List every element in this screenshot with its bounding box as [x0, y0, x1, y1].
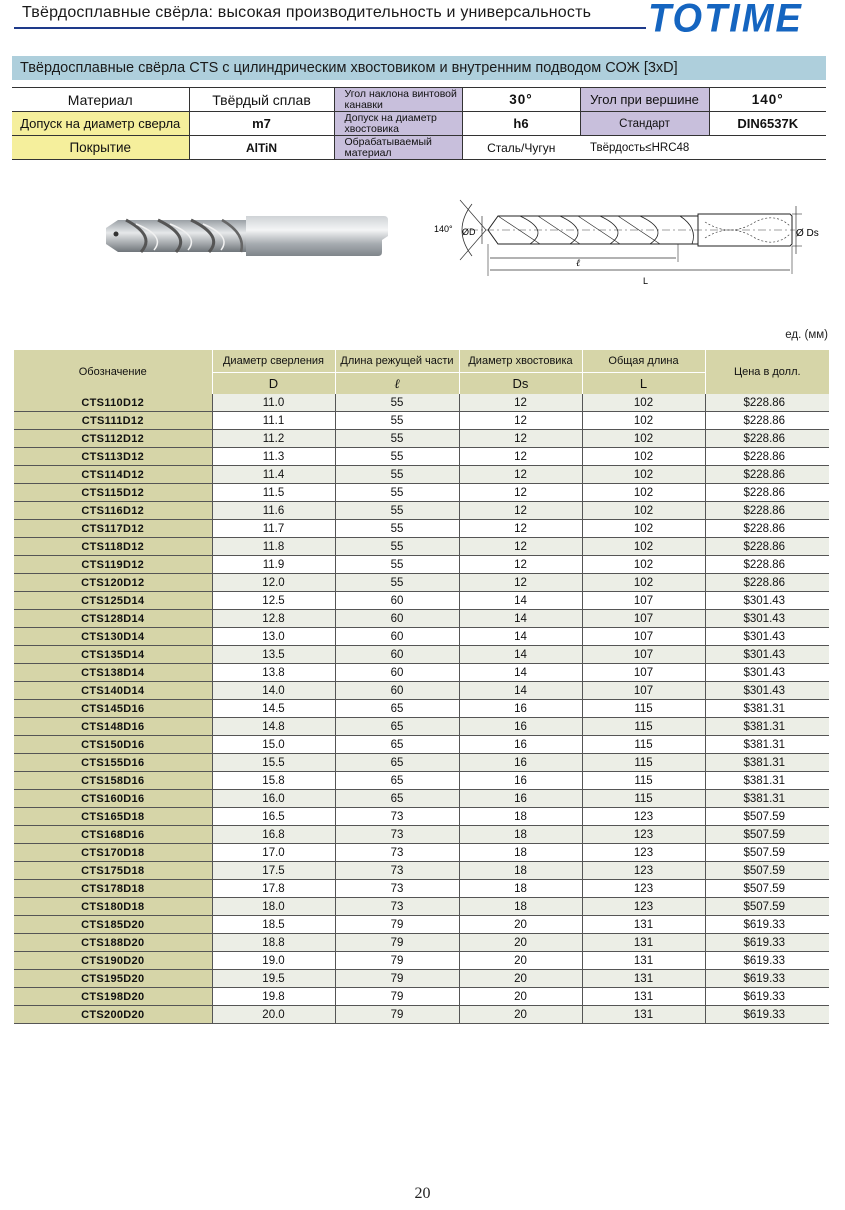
header-d-name: Диаметр сверления [212, 350, 335, 373]
drill-illustration [96, 206, 396, 266]
ds-label: Ø Ds [796, 228, 819, 239]
table-row [14, 754, 829, 772]
cell-price: $228.86 [705, 484, 829, 502]
table-row [14, 898, 829, 916]
cell-ds: 20 [459, 934, 582, 952]
cell-price: $228.86 [705, 502, 829, 520]
cell-l: 73 [335, 880, 459, 898]
cell-d: 16.8 [212, 826, 335, 844]
spec-workpiece-label: Обрабатываемый материал [334, 136, 462, 160]
cell-d: 13.5 [212, 646, 335, 664]
table-row [14, 700, 829, 718]
cell-d: 11.9 [212, 556, 335, 574]
table-row [14, 970, 829, 988]
header-ds-name: Диаметр хвостовика [459, 350, 582, 373]
cell-d: 17.8 [212, 880, 335, 898]
table-row [14, 826, 829, 844]
cell-d: 13.0 [212, 628, 335, 646]
cell-code: CTS178D18 [14, 880, 212, 898]
cell-l: 55 [335, 448, 459, 466]
cell-code: CTS111D12 [14, 412, 212, 430]
cell-L: 131 [582, 934, 705, 952]
cell-L: 123 [582, 880, 705, 898]
cell-ds: 12 [459, 538, 582, 556]
unit-note: ед. (мм) [785, 329, 828, 341]
cell-l: 55 [335, 484, 459, 502]
cell-code: CTS113D12 [14, 448, 212, 466]
table-row [14, 862, 829, 880]
cell-ds: 14 [459, 664, 582, 682]
cell-d: 18.0 [212, 898, 335, 916]
table-row [14, 1006, 829, 1024]
cell-code: CTS114D12 [14, 466, 212, 484]
table-row [14, 790, 829, 808]
cell-l: 60 [335, 664, 459, 682]
header-ds-sym: Ds [459, 373, 582, 395]
cell-price: $619.33 [705, 952, 829, 970]
cell-price: $301.43 [705, 610, 829, 628]
cell-l: 55 [335, 538, 459, 556]
cell-l: 73 [335, 826, 459, 844]
cell-code: CTS110D12 [14, 394, 212, 412]
drill-dimension-diagram [430, 186, 835, 296]
spec-material-value: Твёрдый сплав [189, 88, 334, 112]
cell-l: 60 [335, 646, 459, 664]
table-row [14, 412, 829, 430]
cell-code: CTS190D20 [14, 952, 212, 970]
cell-d: 11.8 [212, 538, 335, 556]
cell-code: CTS145D16 [14, 700, 212, 718]
cell-L: 107 [582, 646, 705, 664]
cell-d: 20.0 [212, 1006, 335, 1024]
cell-L: 102 [582, 502, 705, 520]
cell-code: CTS200D20 [14, 1006, 212, 1024]
spec-material-label: Материал [12, 88, 189, 112]
cell-L: 102 [582, 466, 705, 484]
cell-price: $507.59 [705, 844, 829, 862]
cell-l: 79 [335, 934, 459, 952]
d-label: ØD [462, 227, 476, 237]
table-row [14, 394, 829, 412]
cell-code: CTS140D14 [14, 682, 212, 700]
cell-L: 102 [582, 412, 705, 430]
cell-L: 115 [582, 700, 705, 718]
cell-code: CTS175D18 [14, 862, 212, 880]
header-code: Обозначение [14, 350, 212, 394]
cell-code: CTS135D14 [14, 646, 212, 664]
cell-l: 73 [335, 844, 459, 862]
table-row [14, 736, 829, 754]
cell-ds: 12 [459, 448, 582, 466]
header-L-name: Общая длина [582, 350, 705, 373]
table-row [14, 916, 829, 934]
cell-d: 12.5 [212, 592, 335, 610]
cell-d: 12.8 [212, 610, 335, 628]
spec-row-2 [12, 112, 826, 136]
cell-d: 18.8 [212, 934, 335, 952]
spec-hardness-value: Твёрдость≤HRC48 [580, 136, 826, 160]
cell-L: 123 [582, 862, 705, 880]
cell-l: 79 [335, 970, 459, 988]
table-row [14, 772, 829, 790]
cell-d: 18.5 [212, 916, 335, 934]
header-L-sym: L [582, 373, 705, 395]
cell-code: CTS160D16 [14, 790, 212, 808]
cell-ds: 12 [459, 556, 582, 574]
cell-ds: 18 [459, 844, 582, 862]
table-row [14, 430, 829, 448]
cell-code: CTS168D16 [14, 826, 212, 844]
cell-price: $381.31 [705, 790, 829, 808]
cell-ds: 18 [459, 826, 582, 844]
cell-code: CTS128D14 [14, 610, 212, 628]
table-row [14, 844, 829, 862]
cell-code: CTS112D12 [14, 430, 212, 448]
cell-d: 11.0 [212, 394, 335, 412]
cell-L: 102 [582, 448, 705, 466]
product-table [14, 350, 829, 1024]
cell-d: 15.8 [212, 772, 335, 790]
cell-ds: 16 [459, 772, 582, 790]
cell-l: 65 [335, 790, 459, 808]
cell-d: 17.0 [212, 844, 335, 862]
cell-d: 12.0 [212, 574, 335, 592]
spec-point-value: 140° [709, 88, 826, 112]
cell-code: CTS116D12 [14, 502, 212, 520]
cell-l: 60 [335, 628, 459, 646]
cell-d: 19.5 [212, 970, 335, 988]
header-d-sym: D [212, 373, 335, 395]
cell-d: 19.0 [212, 952, 335, 970]
cell-code: CTS138D14 [14, 664, 212, 682]
cell-l: 55 [335, 520, 459, 538]
cell-price: $301.43 [705, 664, 829, 682]
cell-l: 60 [335, 682, 459, 700]
cell-d: 11.2 [212, 430, 335, 448]
table-row [14, 718, 829, 736]
table-row [14, 682, 829, 700]
spec-dia-tol-label: Допуск на диаметр сверла [12, 112, 189, 136]
cell-price: $381.31 [705, 754, 829, 772]
cell-l: 73 [335, 898, 459, 916]
cell-l: 55 [335, 574, 459, 592]
table-row [14, 574, 829, 592]
cell-ds: 20 [459, 916, 582, 934]
cell-l: 79 [335, 916, 459, 934]
cell-L: 131 [582, 916, 705, 934]
cell-d: 17.5 [212, 862, 335, 880]
cell-L: 107 [582, 628, 705, 646]
header-underline [14, 27, 646, 29]
cell-ds: 12 [459, 394, 582, 412]
angle-label: 140° [434, 224, 453, 234]
cell-L: 115 [582, 754, 705, 772]
cell-code: CTS185D20 [14, 916, 212, 934]
cell-code: CTS165D18 [14, 808, 212, 826]
cell-L: 102 [582, 556, 705, 574]
spec-standard-label: Стандарт [580, 112, 709, 136]
cell-d: 14.0 [212, 682, 335, 700]
table-row [14, 808, 829, 826]
cell-d: 14.8 [212, 718, 335, 736]
table-row [14, 880, 829, 898]
cell-price: $619.33 [705, 970, 829, 988]
cell-code: CTS198D20 [14, 988, 212, 1006]
cell-l: 73 [335, 862, 459, 880]
spec-row-1 [12, 88, 826, 112]
cell-ds: 16 [459, 754, 582, 772]
cell-l: 55 [335, 394, 459, 412]
spec-standard-value: DIN6537K [709, 112, 826, 136]
spec-workpiece-value: Сталь/Чугун [462, 136, 580, 160]
cell-l: 65 [335, 718, 459, 736]
table-row [14, 538, 829, 556]
cell-ds: 16 [459, 718, 582, 736]
cell-price: $301.43 [705, 646, 829, 664]
cell-l: 55 [335, 412, 459, 430]
cell-code: CTS125D14 [14, 592, 212, 610]
cell-d: 11.4 [212, 466, 335, 484]
table-row [14, 646, 829, 664]
header-l-sym: ℓ [335, 373, 459, 395]
cell-ds: 12 [459, 412, 582, 430]
cell-code: CTS115D12 [14, 484, 212, 502]
cell-L: 102 [582, 430, 705, 448]
cell-code: CTS119D12 [14, 556, 212, 574]
table-row [14, 502, 829, 520]
cell-L: 115 [582, 772, 705, 790]
cell-d: 11.5 [212, 484, 335, 502]
cell-L: 115 [582, 718, 705, 736]
cell-code: CTS155D16 [14, 754, 212, 772]
section-subtitle: Твёрдосплавные свёрла CTS с цилиндрическим хвостовиком и внутренним подводом СОЖ [3xD] [12, 56, 826, 80]
cell-l: 79 [335, 952, 459, 970]
cell-price: $381.31 [705, 772, 829, 790]
cell-l: 55 [335, 466, 459, 484]
cell-price: $507.59 [705, 808, 829, 826]
cell-L: 131 [582, 970, 705, 988]
cell-ds: 12 [459, 502, 582, 520]
cell-L: 123 [582, 826, 705, 844]
cell-price: $228.86 [705, 538, 829, 556]
cell-l: 65 [335, 700, 459, 718]
spec-table [12, 87, 826, 160]
cell-ds: 14 [459, 628, 582, 646]
cell-l: 55 [335, 556, 459, 574]
cell-ds: 20 [459, 988, 582, 1006]
spec-helix-label: Угол наклона винтовой канавки [334, 88, 462, 112]
cell-price: $301.43 [705, 592, 829, 610]
cell-price: $228.86 [705, 466, 829, 484]
cell-price: $301.43 [705, 628, 829, 646]
table-row [14, 556, 829, 574]
cell-code: CTS188D20 [14, 934, 212, 952]
cell-d: 14.5 [212, 700, 335, 718]
cell-l: 60 [335, 592, 459, 610]
cell-l: 60 [335, 610, 459, 628]
cell-code: CTS170D18 [14, 844, 212, 862]
cell-d: 15.0 [212, 736, 335, 754]
cell-ds: 18 [459, 898, 582, 916]
cell-ds: 18 [459, 808, 582, 826]
cell-L: 107 [582, 610, 705, 628]
cell-price: $507.59 [705, 898, 829, 916]
header-price: Цена в долл. [705, 350, 829, 394]
cell-code: CTS117D12 [14, 520, 212, 538]
cell-l: 55 [335, 430, 459, 448]
cell-L: 107 [582, 592, 705, 610]
cell-ds: 12 [459, 466, 582, 484]
cell-ds: 16 [459, 736, 582, 754]
cell-d: 11.7 [212, 520, 335, 538]
brand-logo: TOTIME [648, 0, 803, 42]
cell-l: 55 [335, 502, 459, 520]
cell-L: 131 [582, 952, 705, 970]
cell-l: 73 [335, 808, 459, 826]
cell-d: 11.3 [212, 448, 335, 466]
cell-L: 102 [582, 520, 705, 538]
cell-code: CTS118D12 [14, 538, 212, 556]
cell-L: 115 [582, 736, 705, 754]
spec-row-3 [12, 136, 826, 160]
table-row [14, 448, 829, 466]
cell-price: $228.86 [705, 448, 829, 466]
table-row [14, 610, 829, 628]
cell-ds: 14 [459, 646, 582, 664]
cell-ds: 12 [459, 430, 582, 448]
cell-ds: 20 [459, 1006, 582, 1024]
cell-ds: 18 [459, 880, 582, 898]
cell-L: 102 [582, 574, 705, 592]
table-row [14, 484, 829, 502]
table-row [14, 466, 829, 484]
cell-L: 131 [582, 1006, 705, 1024]
cell-ds: 20 [459, 970, 582, 988]
cell-l: 65 [335, 754, 459, 772]
cell-L: 115 [582, 790, 705, 808]
cell-L: 123 [582, 844, 705, 862]
cell-code: CTS158D16 [14, 772, 212, 790]
cell-ds: 18 [459, 862, 582, 880]
cell-price: $381.31 [705, 718, 829, 736]
cell-code: CTS120D12 [14, 574, 212, 592]
cell-price: $381.31 [705, 700, 829, 718]
cell-price: $619.33 [705, 1006, 829, 1024]
header-l-name: Длина режущей части [335, 350, 459, 373]
cell-d: 11.6 [212, 502, 335, 520]
spec-coating-value: AlTiN [189, 136, 334, 160]
cell-L: 102 [582, 538, 705, 556]
table-row [14, 934, 829, 952]
cell-price: $619.33 [705, 934, 829, 952]
cell-price: $507.59 [705, 880, 829, 898]
cell-d: 11.1 [212, 412, 335, 430]
spec-helix-value: 30° [462, 88, 580, 112]
cell-l: 65 [335, 772, 459, 790]
cell-L: 123 [582, 898, 705, 916]
table-row [14, 520, 829, 538]
cell-price: $228.86 [705, 520, 829, 538]
cell-L: 107 [582, 664, 705, 682]
cell-price: $228.86 [705, 430, 829, 448]
cell-L: 107 [582, 682, 705, 700]
cell-l: 65 [335, 736, 459, 754]
spec-point-label: Угол при вершине [580, 88, 709, 112]
cell-price: $228.86 [705, 412, 829, 430]
cell-d: 13.8 [212, 664, 335, 682]
cell-price: $507.59 [705, 862, 829, 880]
cell-code: CTS180D18 [14, 898, 212, 916]
cell-L: 102 [582, 394, 705, 412]
cell-l: 79 [335, 988, 459, 1006]
cell-price: $381.31 [705, 736, 829, 754]
cell-code: CTS195D20 [14, 970, 212, 988]
spec-shank-tol-label: Допуск на диаметр хвостовика [334, 112, 462, 136]
l-label: ℓ [576, 258, 581, 269]
cell-price: $301.43 [705, 682, 829, 700]
cell-ds: 12 [459, 574, 582, 592]
cell-L: 131 [582, 988, 705, 1006]
table-row [14, 664, 829, 682]
cell-ds: 14 [459, 610, 582, 628]
cell-price: $619.33 [705, 916, 829, 934]
cell-price: $228.86 [705, 574, 829, 592]
cell-ds: 16 [459, 790, 582, 808]
cell-price: $228.86 [705, 556, 829, 574]
table-row [14, 628, 829, 646]
cell-d: 16.5 [212, 808, 335, 826]
table-row [14, 592, 829, 610]
L-label: L [643, 276, 649, 286]
spec-dia-tol-value: m7 [189, 112, 334, 136]
cell-d: 16.0 [212, 790, 335, 808]
cell-ds: 12 [459, 484, 582, 502]
cell-ds: 20 [459, 952, 582, 970]
cell-code: CTS148D16 [14, 718, 212, 736]
cell-code: CTS150D16 [14, 736, 212, 754]
spec-shank-tol-value: h6 [462, 112, 580, 136]
cell-d: 15.5 [212, 754, 335, 772]
cell-ds: 12 [459, 520, 582, 538]
cell-d: 19.8 [212, 988, 335, 1006]
cell-price: $619.33 [705, 988, 829, 1006]
cell-l: 79 [335, 1006, 459, 1024]
cell-L: 123 [582, 808, 705, 826]
cell-price: $228.86 [705, 394, 829, 412]
cell-code: CTS130D14 [14, 628, 212, 646]
cell-ds: 16 [459, 700, 582, 718]
cell-price: $507.59 [705, 826, 829, 844]
cell-L: 102 [582, 484, 705, 502]
cell-ds: 14 [459, 682, 582, 700]
page-header-title: Твёрдосплавные свёрла: высокая производительность и универсальность [22, 4, 592, 21]
cell-ds: 14 [459, 592, 582, 610]
table-row [14, 988, 829, 1006]
table-row [14, 952, 829, 970]
spec-coating-label: Покрытие [12, 136, 189, 160]
page-number: 20 [414, 1185, 431, 1202]
